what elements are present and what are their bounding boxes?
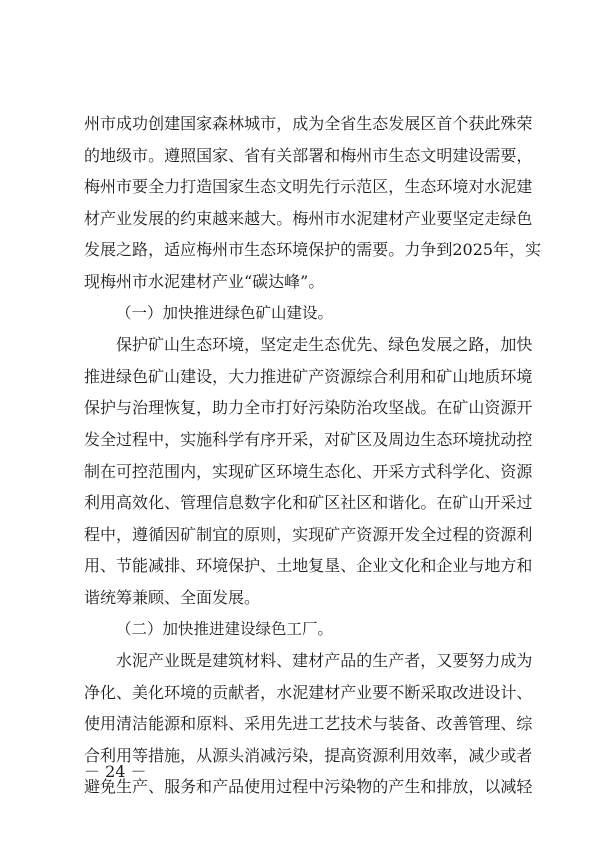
text-line: 梅 州 市 要 全 力 打 造 国 家 生 态 文 明 先 行 示 范 区 ， 生 态 环 境 对 水 泥 建 [84, 177, 533, 197]
text-line: 材 产 业 发 展 的 约 束 越 来 越 大 。 梅 州 市 水 泥 建 材 产 业 要 坚 定 走 绿 色 [84, 208, 533, 228]
text-line: 现梅州市水泥建材产业“碳达峰”。 [84, 271, 325, 291]
text-line: 水 泥 产 业 既 是 建 筑 材 料 、 建 材 产 品 的 生 产 者 ， 又 要 努 力 成 为 [116, 651, 533, 671]
text-line: 保 护 矿 山 生 态 环 境 ， 坚 定 走 生 态 优 先 、 绿 色 发 展 之 路 ， 加 快 [116, 335, 533, 355]
text-line: 合 利 用 等 措 施 ， 从 源 头 消 减 污 染 ， 提 高 资 源 利 用 效 率 ， 减 少 或 者 [84, 745, 533, 765]
text-line: 的 地 级 市 。 遵 照 国 家 、 省 有 关 部 署 和 梅 州 市 生 态 文 明 建 设 需 要 ， [84, 145, 533, 165]
page-number: － 24 － [84, 762, 147, 781]
text-line: 发 展 之 路 ， 适 应 梅 州 市 生 态 环 境 保 护 的 需 要 。 力 争 到 2 0 2 5 年 ， 实 [84, 240, 542, 260]
text-line: 净 化 、 美 化 环 境 的 贡 献 者 ， 水 泥 建 材 产 业 要 不 断 采 取 改 进 设 计 、 [84, 682, 533, 702]
text-line: 制 在 可 控 范 围 内 ， 实 现 矿 区 环 境 生 态 化 、 开 采 方 式 科 学 化 、 资 源 [84, 461, 533, 481]
text-line: 谐统筹兼顾、全面发展。 [84, 587, 261, 607]
text-line: 利 用 高 效 化 、 管 理 信 息 数 字 化 和 矿 区 社 区 和 谐 化 。 在 矿 山 开 采 过 [84, 493, 533, 513]
section-heading: （一）加快推进绿色矿山建设。 [116, 303, 334, 322]
section-heading: （二）加快推进建设绿色工厂。 [116, 619, 334, 638]
text-line: 保 护 与 治 理 恢 复 ， 助 力 全 市 打 好 污 染 防 治 攻 坚 战 。 在 矿 山 资 源 开 [84, 398, 533, 418]
text-line: 程 中 ， 遵 循 因 矿 制 宜 的 原 则 ， 实 现 矿 产 资 源 开 发 全 过 程 的 资 源 利 [84, 524, 533, 544]
text-line: 用 、 节 能 减 排 、 环 境 保 护 、 土 地 复 垦 、 企 业 文 化 和 企 业 与 地 方 和 [84, 556, 533, 576]
text-line: 推 进 绿 色 矿 山 建 设 ， 大 力 推 进 矿 产 资 源 综 合 利 用 和 矿 山 地 质 环 境 [84, 366, 533, 386]
text-line: 避 免 生 产 、 服 务 和 产 品 使 用 过 程 中 污 染 物 的 产 生 和 排 放 ， 以 减 轻 [84, 777, 533, 797]
text-line: 发 全 过 程 中 ， 实 施 科 学 有 序 开 采 ， 对 矿 区 及 周 边 生 态 环 境 扰 动 控 [84, 429, 533, 449]
document-body [84, 108, 542, 803]
text-line: 州 市 成 功 创 建 国 家 森 林 城 市 ， 成 为 全 省 生 态 发 展 区 首 个 获 此 殊 荣 [84, 114, 533, 133]
text-line: 使 用 清 洁 能 源 和 原 料 、 采 用 先 进 工 艺 技 术 与 装 备 、 改 善 管 理 、 综 [84, 714, 533, 734]
